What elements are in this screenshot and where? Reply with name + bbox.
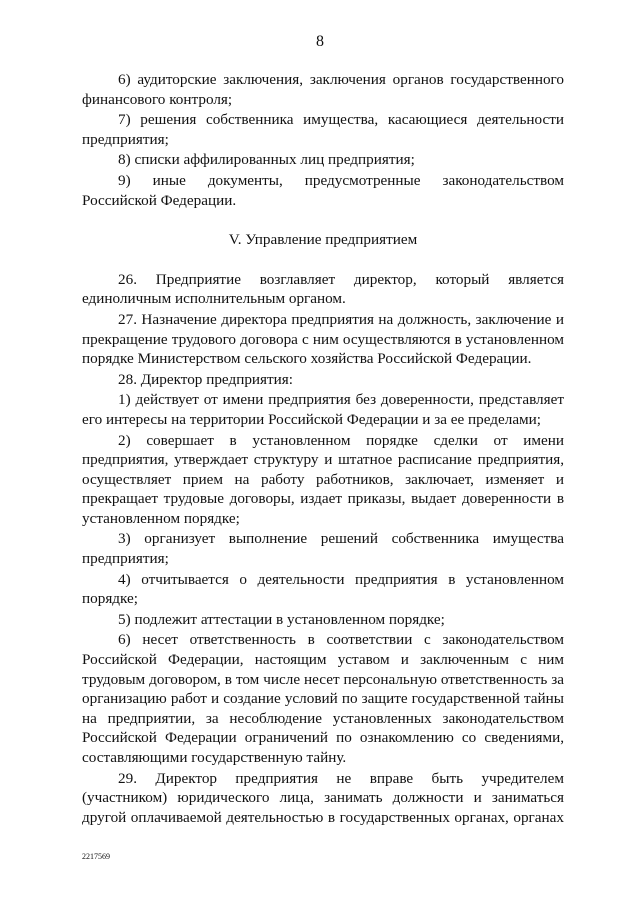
list-item: 4) отчитывается о деятельности предприятия в установленном порядке; [82, 570, 564, 608]
clause-paragraph: 28. Директор предприятия: [118, 370, 293, 388]
document-body [82, 70, 564, 828]
page-number: 8 [316, 33, 324, 50]
list-item: 3) организует выполнение решений собственника имущества предприятия; [82, 530, 564, 568]
section-heading: V. Управление предприятием [228, 231, 418, 249]
list-item: 6) аудиторские заключения, заключения органов государственного финансового контроля; [82, 71, 564, 108]
list-item: 7) решения собственника имущества, касающиеся деятельности предприятия; [82, 111, 564, 148]
list-item: 5) подлежит аттестации в установленном порядке; [118, 610, 445, 628]
document-id: 2217569 [82, 852, 110, 861]
list-item: 1) действует от имени предприятия без доверенности, представляет его интересы на территории Российской Федерации и за ее пределами; [82, 391, 564, 428]
list-item: 8) списки аффилированных лиц предприятия; [118, 151, 415, 169]
list-item: 6) несет ответственность в соответствии с законодательством Российской Федерации, настоящим уставом и заключенным с ним трудовым договором, в том числе несет персональную ответственность за организацию работ и создание условий по защите государственной тайны на предприятии, за несоблюдение установленных законодательством Российской Федерации ограничений по ознакомлению со сведениями, составляющими государственную тайну. [82, 631, 564, 766]
list-item: 9) иные документы, предусмотренные законодательством Российской Федерации. [82, 171, 564, 209]
clause-paragraph: 27. Назначение директора предприятия на должность, заключение и прекращение трудового договора с ним осуществляются в установленном порядке Министерством сельского хозяйства Российской Федерации. [82, 310, 564, 368]
clause-paragraph: 29. Директор предприятия не вправе быть учредителем (участником) юридического лица, занимать должности и заниматься другой оплачиваемой деятельностью в государственных органах, органах [82, 769, 564, 826]
clause-paragraph: 26. Предприятие возглавляет директор, который является единоличным исполнительным органом. [82, 270, 564, 308]
list-item: 2) совершает в установленном порядке сделки от имени предприятия, утверждает структуру и штатное расписание предприятия, осуществляет прием на работу работников, заключает, изменяет и прекращает трудовые договоры, издает приказы, выдает доверенности в установленном порядке; [82, 431, 564, 527]
